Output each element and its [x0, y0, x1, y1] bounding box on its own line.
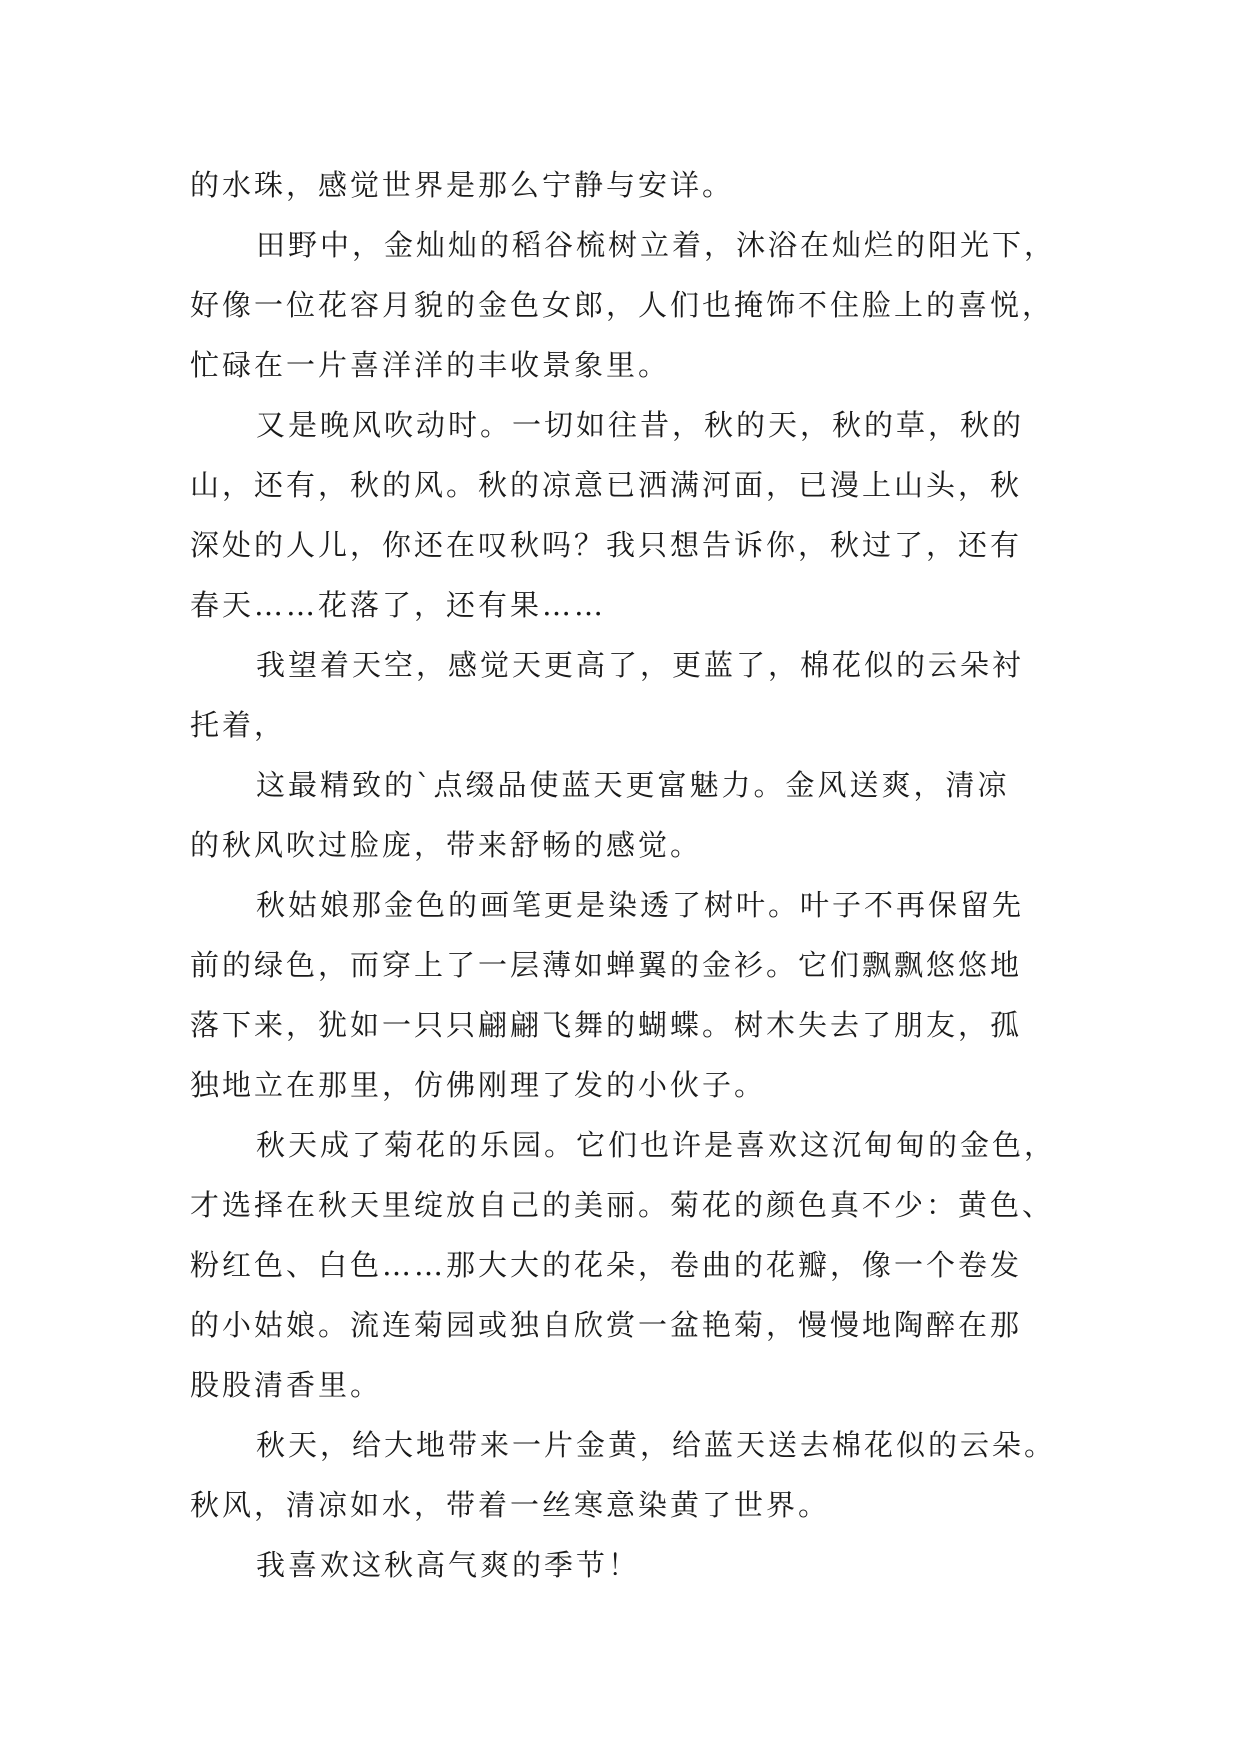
text-line: 才选择在秋天里绽放自己的美丽。菊花的颜色真不少：黄色、	[190, 1188, 1055, 1222]
text-line: 秋风，清凉如水，带着一丝寒意染黄了世界。	[190, 1488, 831, 1522]
paragraph-start-line: 秋姑娘那金色的画笔更是染透了树叶。叶子不再保留先	[256, 888, 1025, 922]
text-line: 好像一位花容月貌的金色女郎，人们也掩饰不住脸上的喜悦，	[190, 288, 1055, 322]
paragraph-start-line: 这最精致的`点缀品使蓝天更富魅力。金风送爽，清凉	[256, 768, 1010, 802]
text-line: 忙碌在一片喜洋洋的丰收景象里。	[190, 348, 671, 382]
paragraph-start-line: 秋天成了菊花的乐园。它们也许是喜欢这沉甸甸的金色，	[256, 1128, 1057, 1162]
text-line: 山，还有，秋的风。秋的凉意已洒满河面，已漫上山头，秋	[190, 468, 1023, 502]
text-line: 前的绿色，而穿上了一层薄如蝉翼的金衫。它们飘飘悠悠地	[190, 948, 1023, 982]
paragraph-start-line: 秋天，给大地带来一片金黄，给蓝天送去棉花似的云朵。	[256, 1428, 1057, 1462]
text-line: 落下来，犹如一只只翩翩飞舞的蝴蝶。树木失去了朋友，孤	[190, 1008, 1023, 1042]
text-line: 托着，	[190, 708, 287, 742]
paragraph-start-line: 我望着天空，感觉天更高了，更蓝了，棉花似的云朵衬	[256, 648, 1025, 682]
text-line: 深处的人儿，你还在叹秋吗？我只想告诉你，秋过了，还有	[190, 528, 1023, 562]
essay-body	[190, 155, 1090, 1595]
text-line: 的小姑娘。流连菊园或独自欣赏一盆艳菊，慢慢地陶醉在那	[190, 1308, 1023, 1342]
text-line: 粉红色、白色……那大大的花朵，卷曲的花瓣，像一个卷发	[190, 1248, 1023, 1282]
text-line: 的水珠，感觉世界是那么宁静与安详。	[190, 168, 735, 202]
text-line: 股股清香里。	[190, 1368, 383, 1402]
paragraph-start-line: 田野中，金灿灿的稻谷梳树立着，沐浴在灿烂的阳光下，	[256, 228, 1057, 262]
text-line: 春天……花落了，还有果……	[190, 588, 607, 622]
paragraph-start-line: 又是晚风吹动时。一切如往昔，秋的天，秋的草，秋的	[256, 408, 1025, 442]
text-line: 的秋风吹过脸庞，带来舒畅的感觉。	[190, 828, 703, 862]
text-line: 独地立在那里，仿佛刚理了发的小伙子。	[190, 1068, 767, 1102]
paragraph-start-line: 我喜欢这秋高气爽的季节！	[256, 1548, 641, 1582]
